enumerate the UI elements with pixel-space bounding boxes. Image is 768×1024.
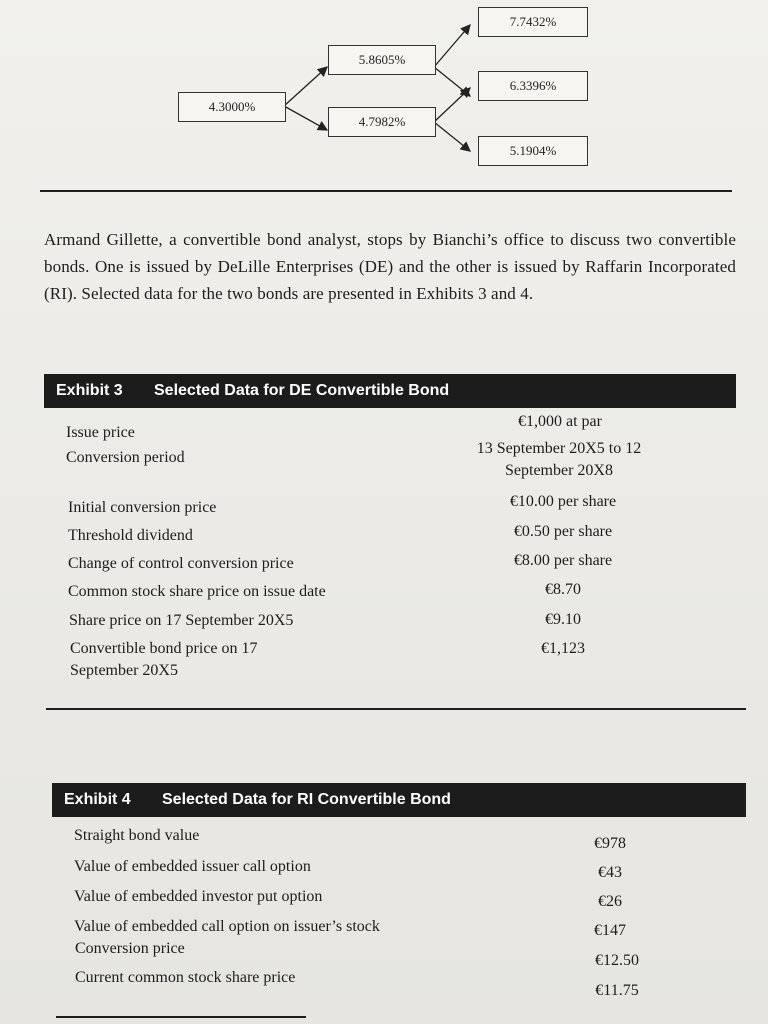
- row-value: €147: [594, 922, 626, 939]
- exhibit-4-header: [52, 783, 746, 817]
- lattice-node-root: 4.3000%: [178, 92, 286, 122]
- row-label: Current common stock share price: [75, 969, 296, 986]
- row-label: Initial conversion price: [68, 499, 217, 516]
- row-value: €8.00 per share: [513, 552, 613, 569]
- branch-n1u-up: [434, 25, 470, 67]
- exhibit-4-number: Exhibit 4: [64, 791, 131, 808]
- row-label: Value of embedded issuer call option: [74, 858, 311, 875]
- section-divider-middle: [46, 708, 746, 710]
- section-divider-bottom: [56, 1016, 306, 1018]
- row-value: €978: [594, 835, 626, 852]
- row-label: Value of embedded investor put option: [74, 888, 323, 905]
- exhibit-4-title: Selected Data for RI Convertible Bond: [162, 791, 451, 808]
- row-value: €26: [598, 893, 622, 910]
- row-value: €1,000 at par: [518, 413, 602, 430]
- row-value: €9.10: [545, 611, 581, 628]
- row-label: Change of control conversion price: [68, 555, 294, 572]
- row-label: Straight bond value: [74, 827, 200, 844]
- lattice-node-up-up: 7.7432%: [478, 7, 588, 37]
- row-label: Convertible bond price on 17 September 20X5: [70, 640, 258, 679]
- exhibit-3-title: Selected Data for DE Convertible Bond: [154, 382, 450, 399]
- branch-n1d-down: [434, 122, 470, 151]
- row-label: Common stock share price on issue date: [68, 583, 326, 600]
- row-label: Share price on 17 September 20X5: [69, 612, 294, 629]
- row-value: €11.75: [595, 982, 639, 999]
- section-divider-top: [40, 190, 732, 192]
- row-label: Value of embedded call option on issuer’s stock: [74, 918, 380, 935]
- row-label: Conversion period: [66, 449, 185, 466]
- lattice-node-up-down: 6.3396%: [478, 71, 588, 101]
- lattice-node-down: 4.7982%: [328, 107, 436, 137]
- exhibit-3-header: [44, 374, 736, 408]
- row-value: 13 September 20X5 to 12 September 20X8: [476, 440, 642, 479]
- branch-n1u-down: [434, 67, 470, 96]
- row-value: €10.00 per share: [509, 493, 617, 510]
- branch-n0-down: [284, 106, 327, 130]
- branch-n1d-up: [434, 88, 470, 122]
- interest-rate-lattice: [0, 0, 768, 190]
- row-label: Issue price: [66, 424, 135, 441]
- row-value: €0.50 per share: [513, 523, 613, 540]
- row-value: €12.50: [595, 952, 639, 969]
- row-label: Conversion price: [75, 940, 185, 957]
- lattice-node-up: 5.8605%: [328, 45, 436, 75]
- row-value: €8.70: [545, 581, 581, 598]
- row-value: €1,123: [541, 640, 585, 657]
- exhibit-3-number: Exhibit 3: [56, 382, 123, 399]
- branch-n0-up: [284, 67, 327, 106]
- intro-paragraph: Armand Gillette, a convertible bond analyst, stops by Bianchi’s office to discuss two convertible bonds. One is issued by DeLille Enterprises (DE) and the other is issued by Raffarin Incorporated (RI). Selected data for the two bonds are presented in Exhibits 3 and 4.: [44, 230, 736, 303]
- row-label: Threshold dividend: [68, 527, 193, 544]
- row-value: €43: [598, 864, 622, 881]
- lattice-node-down-down: 5.1904%: [478, 136, 588, 166]
